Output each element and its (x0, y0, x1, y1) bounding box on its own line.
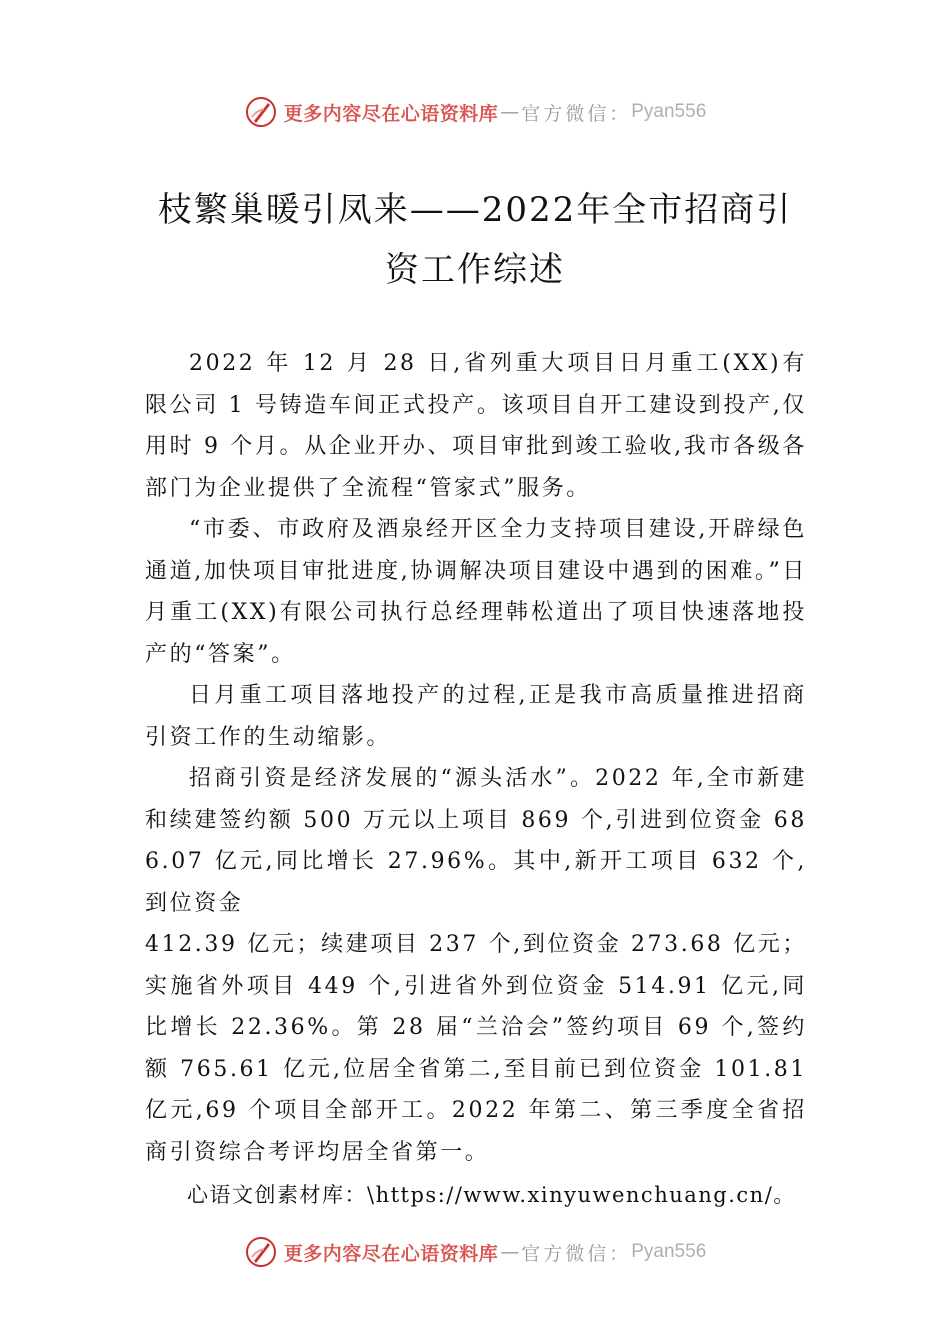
paragraph-2: “市委、市政府及酒泉经开区全力支持项目建设,开辟绿色通道,加快项目审批进度,协调解决项目建设中遇到的困难。”日月重工(XX)有限公司执行总经理韩松道出了项目快速落地投产的“答案”。 (145, 517, 807, 667)
paragraph-1: 2022 年 12 月 28 日,省列重大项目日月重工(XX)有限公司 1 号铸造车间正式投产。该项目自开工建设到投产,仅用时 9 个月。从企业开办、项目审批到竣工验收,我市各级各部门为企业提供了全流程“管家式”服务。 (145, 351, 807, 501)
quill-pen-icon (244, 95, 278, 129)
paragraph-4: 招商引资是经济发展的“源头活水”。2022 年,全市新建和续建签约额 500 万元以上项目 869 个,引进到位资金 686.07 亿元,同比增长 27.96%。其中,新开工项目 632 个,到位资金 (145, 766, 807, 916)
banner-separator: — (500, 1241, 520, 1263)
paragraph-3: 日月重工项目落地投产的过程,正是我市高质量推进招商引资工作的生动缩影。 (145, 683, 807, 750)
wechat-label: 官方微信： (521, 1242, 632, 1265)
wechat-id: Pyan556 (631, 101, 707, 122)
brand-name: 更多内容尽在心语资料库 (283, 1242, 499, 1265)
banner-separator: — (500, 101, 520, 123)
brand-name: 更多内容尽在心语资料库 (283, 102, 499, 125)
article-title: 枝繁巢暖引凤来——2022年全市招商引资工作综述 (157, 190, 793, 290)
article-body (145, 343, 807, 1217)
footer-banner (0, 1232, 950, 1272)
source-link[interactable]: 心语文创素材库：\https://www.xinyuwenchuang.cn/。 (187, 1183, 796, 1207)
wechat-id: Pyan556 (631, 1241, 707, 1262)
header-banner (0, 92, 950, 132)
wechat-label: 官方微信： (521, 102, 632, 125)
paragraph-5: 412.39 亿元；续建项目 237 个,到位资金 273.68 亿元；实施省外项目 449 个,引进省外到位资金 514.91 亿元,同比增长 22.36%。第 28 届“兰洽会”签约项目 69 个,签约额 765.61 亿元,位居全省第二,至目前已到位资金 101.81 亿元,69 个项目全部开工。2022 年第二、第三季度全省招商引资综合考评均居全省第一。 (145, 932, 807, 1165)
quill-pen-icon (244, 1235, 278, 1269)
